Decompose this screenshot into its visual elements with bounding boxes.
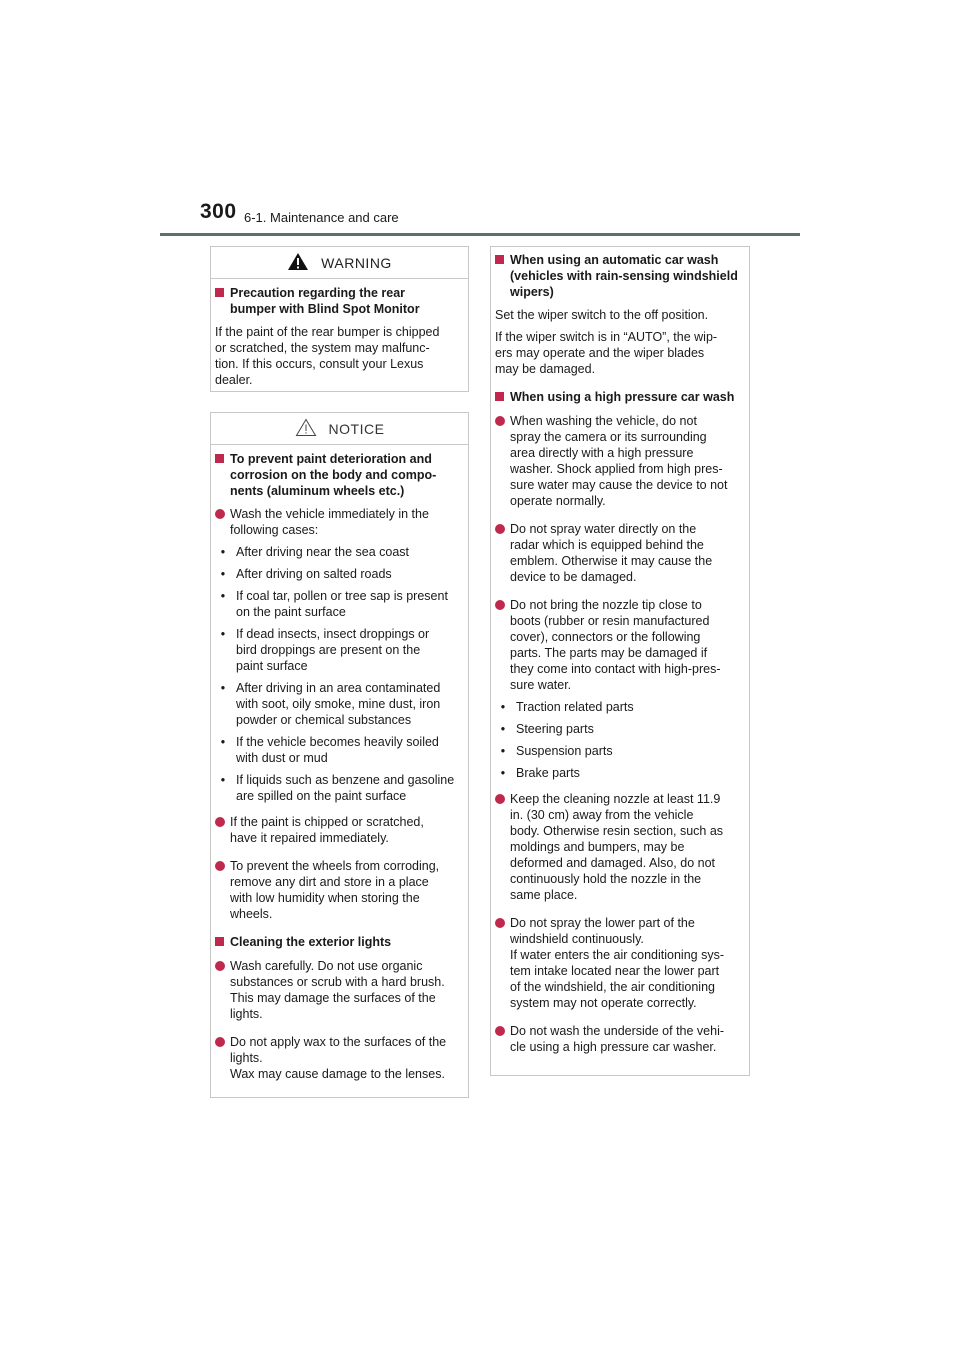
notice-title: NOTICE <box>328 420 385 437</box>
circle-bullet-icon <box>215 1037 225 1047</box>
section-title: 6-1. Maintenance and care <box>244 210 399 225</box>
list-item: When washing the vehicle, do not spray the camera or its surrounding area directly with a high pressure washer. Shock applied from high pres- sure water may cause the device to not operate normally. <box>491 413 749 509</box>
paragraph: Set the wiper switch to the off position. <box>495 308 709 322</box>
circle-bullet-icon <box>215 817 225 827</box>
sub-list-item: • Suspension parts <box>500 744 613 758</box>
warning-title: WARNING <box>321 254 392 271</box>
warning-box <box>210 246 469 392</box>
circle-bullet-icon <box>495 918 505 928</box>
circle-bullet-icon <box>495 794 505 804</box>
list-item: Do not apply wax to the surfaces of the lights. Wax may cause damage to the lenses. <box>211 1034 468 1082</box>
list-item: Do not spray the lower part of the windshield continuously. If water enters the air conditioning sys- tem intake located near the lower part of the windshield, the air conditioning system may not operate correctly. <box>491 915 749 1011</box>
circle-bullet-icon <box>495 600 505 610</box>
sub-list-item: • If liquids such as benzene and gasoline are spilled on the paint surface <box>220 773 455 803</box>
exterior-lights-heading: Cleaning the exterior lights <box>211 934 468 950</box>
warning-paragraph: If the paint of the rear bumper is chipped or scratched, the system may malfunc- tion. If this occurs, consult your Lexus dealer. <box>215 325 440 387</box>
notice-triangle-icon <box>295 418 317 440</box>
header-rule <box>160 233 800 236</box>
paragraph: If the wiper switch is in “AUTO”, the wip- ers may operate and the wiper blades may be damaged. <box>495 330 718 376</box>
page-number: 300 <box>200 200 237 223</box>
square-bullet-icon <box>215 937 224 946</box>
sub-list-item: • If the vehicle becomes heavily soiled with dust or mud <box>220 735 439 765</box>
sub-list-item: • After driving in an area contaminated with soot, oily smoke, mine dust, iron powder or chemical substances <box>220 681 441 727</box>
circle-bullet-icon <box>495 524 505 534</box>
warning-triangle-icon <box>287 252 309 274</box>
sub-list-item: • Traction related parts <box>500 700 634 714</box>
square-bullet-icon <box>215 288 224 297</box>
square-bullet-icon <box>495 392 504 401</box>
sub-list-item: • After driving near the sea coast <box>220 545 410 559</box>
warning-header <box>211 247 468 279</box>
sub-list-item: • After driving on salted roads <box>220 567 392 581</box>
list-item: Wash carefully. Do not use organic substances or scrub with a hard brush. This may damage the surfaces of the lights. <box>211 958 468 1022</box>
list-item: Keep the cleaning nozzle at least 11.9 in. (30 cm) away from the vehicle body. Otherwise resin section, such as moldings and bumpers, may be deformed and damaged. Also, do not continuously hold the nozzle in the same place. <box>491 791 749 903</box>
high-pressure-wash-heading: When using a high pressure car wash <box>491 389 749 405</box>
square-bullet-icon <box>215 454 224 463</box>
warning-section-heading: Precaution regarding the rear bumper with Blind Spot Monitor <box>211 285 468 317</box>
list-item: If the paint is chipped or scratched, have it repaired immediately. <box>211 814 468 846</box>
circle-bullet-icon <box>215 861 225 871</box>
notice-box-right <box>490 246 750 1076</box>
sub-list-item: • If dead insects, insect droppings or bird droppings are present on the paint surface <box>220 627 430 673</box>
paint-deterioration-heading: To prevent paint deterioration and corrosion on the body and compo- nents (aluminum wheels etc.) <box>211 451 468 499</box>
list-item: Do not spray water directly on the radar which is equipped behind the emblem. Otherwise it may cause the device to be damaged. <box>491 521 749 585</box>
list-item: Wash the vehicle immediately in the following cases: <box>211 506 468 538</box>
notice-header <box>211 413 468 445</box>
circle-bullet-icon <box>495 1026 505 1036</box>
list-item: Do not bring the nozzle tip close to boots (rubber or resin manufactured cover), connectors or the following parts. The parts may be damaged if they come into contact with high-pres- sure water. <box>491 597 749 693</box>
sub-list-item: • If coal tar, pollen or tree sap is present on the paint surface <box>220 589 448 619</box>
circle-bullet-icon <box>215 961 225 971</box>
circle-bullet-icon <box>215 509 225 519</box>
notice-box-left <box>210 412 469 1098</box>
list-item: Do not wash the underside of the vehi- cle using a high pressure car washer. <box>491 1023 749 1055</box>
sub-list-item: • Brake parts <box>500 766 580 780</box>
automatic-car-wash-heading: When using an automatic car wash (vehicles with rain-sensing windshield wipers) <box>491 252 749 300</box>
square-bullet-icon <box>495 255 504 264</box>
circle-bullet-icon <box>495 416 505 426</box>
sub-list-item: • Steering parts <box>500 722 594 736</box>
list-item: To prevent the wheels from corroding, remove any dirt and store in a place with low humidity when storing the wheels. <box>211 858 468 922</box>
